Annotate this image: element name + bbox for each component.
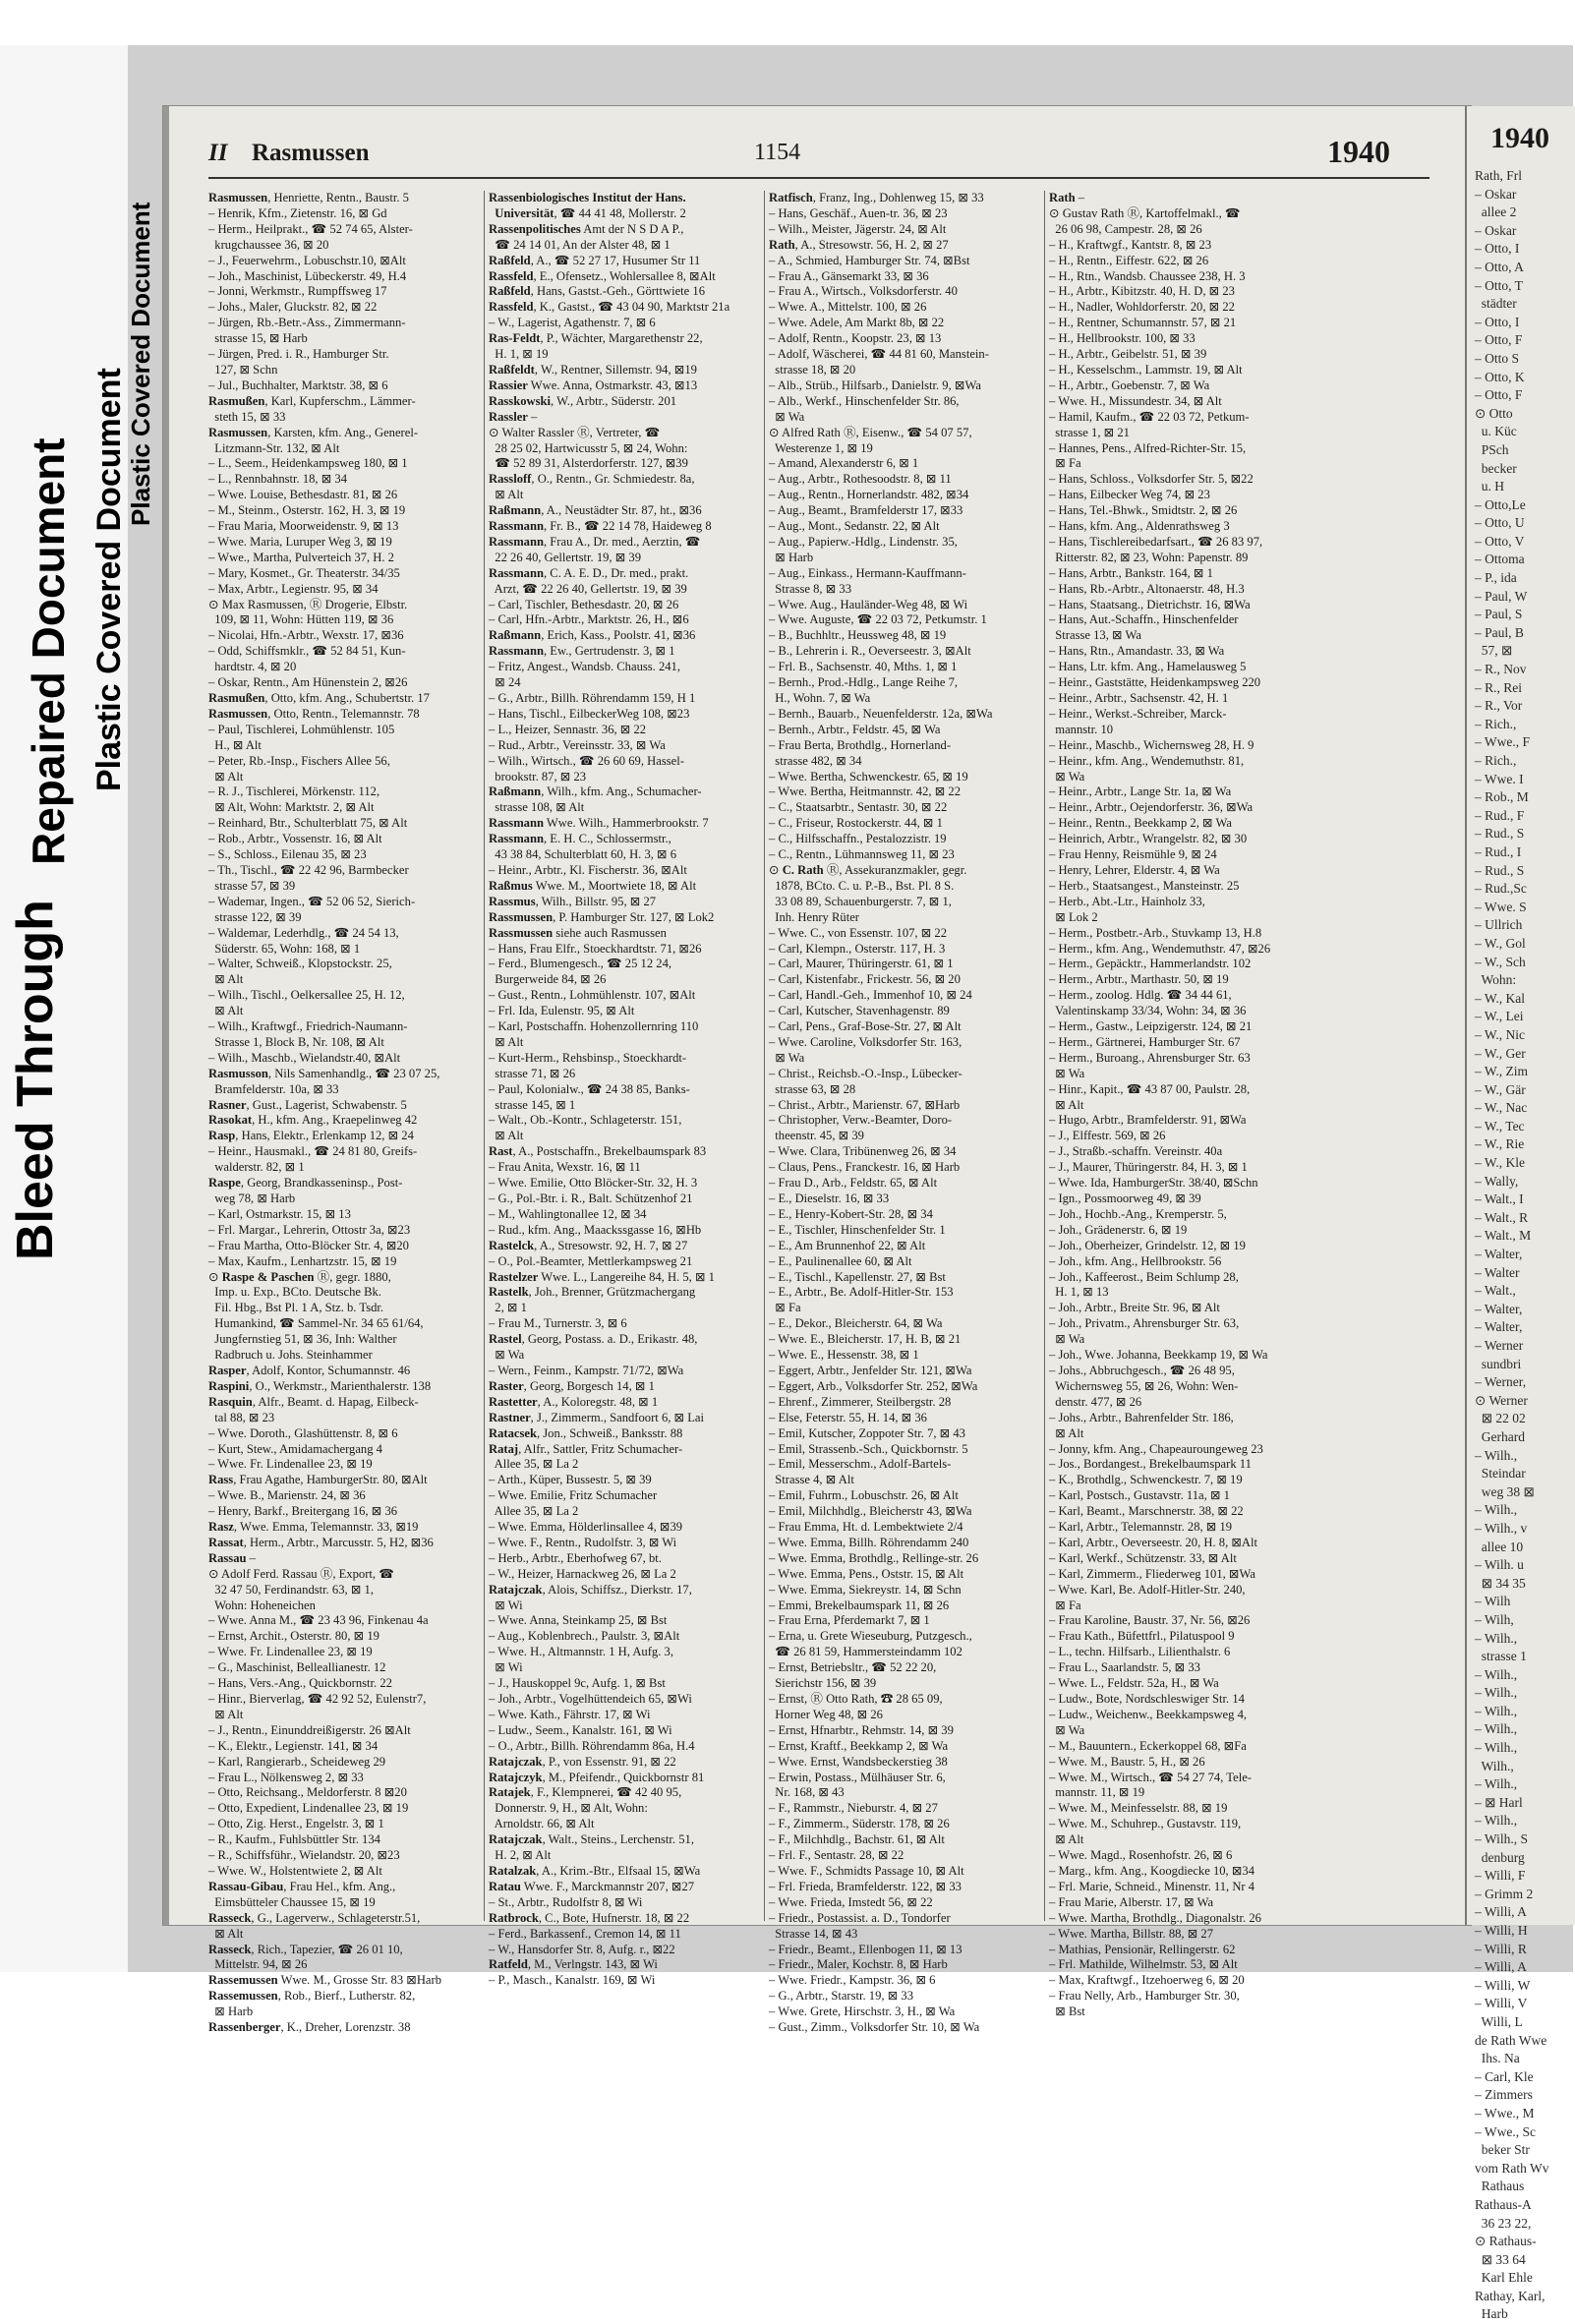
running-head: Rasmussen — [252, 140, 370, 166]
directory-page — [163, 106, 1471, 2035]
entry-column-1: Rasmussen, Henriette, Rentn., Baustr. 5 – Henrik, Kfm., Zietenstr. 16, ⊠ Gd – Herm., Heilprakt., ☎ 52 74 65, Alster- krugchaussee 36, ⊠ 20 – J., Feuerwehrm., Lobuschstr.10, ⊠Alt – Joh., Maschinist, Lübeckerstr. 49, H.4 – Jonni, Werkmstr., Rumpffsweg 17 – Johs., Maler, Gluckstr. 82, ⊠ 22 – Jürgen, Rb.-Betr.-Ass., Zimmermann- strasse 15, ⊠ Harb – Jürgen, Pred. i. R., Hamburger Str. 127, ⊠ Schn – Jul., Buchhalter, Marktstr. 38, ⊠ 6 Rasmußen, Karl, Kupferschm., Lämmer- steth 15, ⊠ 33 Rasmussen, Karsten, kfm. Ang., Generel- Litzmann-Str. 132, ⊠ Alt – L., Seem., Heidenkampsweg 180, ⊠ 1 – L., Rennbahnstr. 18, ⊠ 34 – Wwe. Louise, Bethesdastr. 81, ⊠ 26 – M., Steinm., Osterstr. 162, H. 3, ⊠ 19 – Frau Maria, Moorweidenstr. 9, ⊠ 13 – Wwe. Maria, Luruper Weg 3, ⊠ 19 – Wwe., Martha, Pulverteich 37, H. 2 – Mary, Kosmet., Gr. Theaterstr. 34/35 – Max, Arbtr., Legienstr. 95, ⊠ 34 ⊙ Max Rasmussen, Ⓡ Drogerie, Elbstr. 109, ⊠ 11, Wohn: Hütten 119, ⊠ 36 – Nicolai, Hfn.-Arbtr., Wexstr. 17, ⊠36 – Odd, Schiffsmklr., ☎ 52 84 51, Kun- hardtstr. 4, ⊠ 20 – Oskar, Rentn., Am Hünenstein 2, ⊠26 Rasmußen, Otto, kfm. Ang., Schubertstr. 17 Rasmussen, Otto, Rentn., Telemannstr. 78 – Paul, Tischlerei, Lohmühlenstr. 105 H., ⊠ Alt – Peter, Rb.-Insp., Fischers Allee 56, ⊠ Alt – R. J., Tischlerei, Mörkenstr. 112, ⊠ Alt, Wohn: Marktstr. 2, ⊠ Alt – Reinhard, Btr., Schulterblatt 75, ⊠ Alt – Rob., Arbtr., Vossenstr. 16, ⊠ Alt – S., Schloss., Eilenau 35, ⊠ 23 – Th., Tischl., ☎ 22 42 96, Barmbecker strasse 57, ⊠ 39 – Wademar, Ingen., ☎ 52 06 52, Sierich- strasse 122, ⊠ 39 – Waldemar, Lederhdlg., ☎ 24 54 13, Süderstr. 65, Wohn: 168, ⊠ 1 – Walter, Schweiß., Klopstockstr. 25, ⊠ Alt – Wilh., Tischl., Oelkersallee 25, H. 12, ⊠ Alt – Wilh., Kraftwgf., Friedrich-Naumann- Strasse 1, Block B, Nr. 108, ⊠ Alt – Wilh., Maschb., Wielandstr.40, ⊠Alt Rasmusson, Nils Samenhandlg., ☎ 23 07 25, Bramfelderstr. 10a, ⊠ 33 Rasner, Gust., Lagerist, Schwabenstr. 5 Rasokat, H., kfm. Ang., Kraepelinweg 42 Rasp, Hans, Elektr., Erlenkamp 12, ⊠ 24 – Heinr., Hausmakl., ☎ 24 81 80, Greifs- walderstr. 82, ⊠ 1 Raspe, Georg, Brandkasseninsp., Post- weg 78, ⊠ Harb – Karl, Ostmarkstr. 15, ⊠ 13 – Frl. Margar., Lehrerin, Ottostr 3a, ⊠23 – Frau Martha, Otto-Blöcker Str. 4, ⊠20 – Max, Kaufm., Lenhartzstr. 15, ⊠ 19 ⊙ Raspe & Paschen Ⓡ, gegr. 1880, Imp. u. Exp., BCto. Deutsche Bk. Fil. Hbg., Bst Pl. 1 A, Stz. b. Tsdr. Humankind, ☎ Sammel-Nr. 34 65 61/64, Jungfernstieg 51, ⊠ 36, Inh: Walther Radbruch u. Johs. Steinhammer Rasper, Adolf, Kontor, Schumannstr. 46 Raspini, O., Werkmstr., Marienthalerstr. 138 Rasquin, Alfr., Beamt. d. Hapag, Eilbeck- tal 88, ⊠ 23 – Wwe. Doroth., Glashüttenstr. 8, ⊠ 6 – Kurt, Stew., Amidamachergang 4 – Wwe. Fr. Lindenallee 23, ⊠ 19 Rass, Frau Agathe, HamburgerStr. 80, ⊠Alt – Wwe. B., Marienstr. 24, ⊠ 36 – Henry, Barkf., Breitergang 16, ⊠ 36 Rasz, Wwe. Emma, Telemannstr. 33, ⊠19 Rassat, Herm., Arbtr., Marcusstr. 5, H2, ⊠36 Rassau – ⊙ Adolf Ferd. Rassau Ⓡ, Export, ☎ 32 47 50, Ferdinandstr. 63, ⊠ 1, Wohn: Hoheneichen – Wwe. Anna M., ☎ 23 43 96, Finkenau 4a – Ernst, Archit., Osterstr. 80, ⊠ 19 – Wwe. Fr. Lindenallee 23, ⊠ 19 – G., Maschinist, Belleallianestr. 12 – Hans, Vers.-Ang., Quickbornstr. 22 – Hinr., Bierverlag, ☎ 42 92 52, Eulenstr7, ⊠ Alt – J., Rentn., Einunddreißigerstr. 26 ⊠Alt – K., Elektr., Legienstr. 141, ⊠ 34 – Karl, Rangierarb., Scheideweg 29 – Frau L., Nölkensweg 2, ⊠ 33 – Otto, Reichsang., Meldorferstr. 8 ⊠20 – Otto, Expedient, Lindenallee 23, ⊠ 19 – Otto, Zig. Herst., Engelstr. 3, ⊠ 1 – R., Kaufm., Fuhlsbüttler Str. 134 – R., Schiffsführ., Wielandstr. 20, ⊠23 – Wwe. W., Holstentwiete 2, ⊠ Alt Rassau-Gibau, Frau Hel., kfm. Ang., Eimsbütteler Chaussee 15, ⊠ 19 Rasseck, G., Lagerverw., Schlageterstr.51, ⊠ Alt Rasseck, Rich., Tapezier, ☎ 26 01 10, Mittelstr. 94, ⊠ 26 Rassemussen Wwe. M., Grosse Str. 83 ⊠Harb Rassemussen, Rob., Bierf., Lutherstr. 82, ⊠ Harb Rassenberger, K., Dreher, Lorenzstr. 38 — [208, 191, 442, 2035]
page-number: 1154 — [754, 140, 801, 165]
entry-column-2: Rassenbiologisches Institut der Hans. Universität, ☎ 44 41 48, Mollerstr. 2 Rassenpolitisches Amt der N S D A P., ☎ 24 14 01, An der Alster 48, ⊠ 1 Raßfeld, A., ☎ 52 27 17, Husumer Str 11 Rassfeld, E., Ofensetz., Wohlersallee 8, ⊠Alt Raßfeld, Hans, Gastst.-Geh., Görttwiete 16 Rassfeld, K., Gastst., ☎ 43 04 90, Marktstr 21a – W., Lagerist, Agathenstr. 7, ⊠ 6 Ras-Feldt, P., Wächter, Margarethenstr 22, H. 1, ⊠ 19 Raßfeldt, W., Rentner, Sillemstr. 94, ⊠19 Rassier Wwe. Anna, Ostmarkstr. 43, ⊠13 Rasskowski, W., Arbtr., Süderstr. 201 Rassler – ⊙ Walter Rassler Ⓡ, Vertreter, ☎ 28 25 02, Hartwicusstr 5, ⊠ 24, Wohn: ☎ 52 89 31, Alsterdorferstr. 127, ⊠39 Rassloff, O., Rentn., Gr. Schmiedestr. 8a, ⊠ Alt Raßmann, A., Neustädter Str. 87, ht., ⊠36 Rassmann, Fr. B., ☎ 22 14 78, Haideweg 8 Rassmann, Frau A., Dr. med., Aerztin, ☎ 22 26 40, Gellertstr. 19, ⊠ 39 Rassmann, C. A. E. D., Dr. med., prakt. Arzt, ☎ 22 26 40, Gellertstr. 19, ⊠ 39 – Carl, Tischler, Bethesdastr. 20, ⊠ 26 – Carl, Hfn.-Arbtr., Marktstr. 26, H., ⊠6 Raßmann, Erich, Kass., Poolstr. 41, ⊠36 Rassmann, Ew., Gertrudenstr. 3, ⊠ 1 – Fritz, Angest., Wandsb. Chauss. 241, ⊠ 24 – G., Arbtr., Billh. Röhrendamm 159, H 1 – Hans, Tischl., EilbeckerWeg 108, ⊠23 – L., Heizer, Sennastr. 36, ⊠ 22 – Rud., Arbtr., Vereinsstr. 33, ⊠ Wa – Wilh., Wirtsch., ☎ 26 60 69, Hassel- brookstr. 87, ⊠ 23 Raßmann, Wilh., kfm. Ang., Schumacher- strasse 108, ⊠ Alt Rassmann Wwe. Wilh., Hammerbrookstr. 7 Rassmann, E. H. C., Schlossermstr., 43 38 84, Schulterblatt 60, H. 3, ⊠ 6 – Heinr., Arbtr., Kl. Fischerstr. 36, ⊠Alt Raßmus Wwe. M., Moortwiete 18, ⊠ Alt Rassmus, Wilh., Billstr. 95, ⊠ 27 Rassmussen, P. Hamburger Str. 127, ⊠ Lok2 Rassmussen siehe auch Rasmussen – Hans, Frau Elfr., Stoeckhardtstr. 71, ⊠26 – Ferd., Blumengesch., ☎ 25 12 24, Burgerweide 84, ⊠ 26 – Gust., Rentn., Lohmühlenstr. 107, ⊠Alt – Frl. Ida, Eulenstr. 95, ⊠ Alt – Karl, Postschaffn. Hohenzollernring 110 ⊠ Alt – Kurt-Herm., Rehsbinsp., Stoeckhardt- strasse 71, ⊠ 26 – Paul, Kolonialw., ☎ 24 38 85, Banks- strasse 145, ⊠ 1 – Walt., Ob.-Kontr., Schlageterstr. 151, ⊠ Alt Rast, A., Postschaffn., Brekelbaumspark 83 – Frau Anita, Wexstr. 16, ⊠ 11 – Wwe. Emilie, Otto Blöcker-Str. 32, H. 3 – G., Pol.-Btr. i. R., Balt. Schützenhof 21 – M., Wahlingtonallee 12, ⊠ 34 – Rud., kfm. Ang., Maackssgasse 16, ⊠Hb Rastelck, A., Stresowstr. 92, H. 7, ⊠ 27 – O., Pol.-Beamter, Mettlerkampsweg 21 Rastelzer Wwe. L., Langereihe 84, H. 5, ⊠ 1 Rastelk, Joh., Brenner, Grützmachergang 2, ⊠ 1 – Frau M., Turnerstr. 3, ⊠ 6 Rastel, Georg, Postass. a. D., Erikastr. 48, ⊠ Wa – Wern., Feinm., Kampstr. 71/72, ⊠Wa Raster, Georg, Borgesch 14, ⊠ 1 Rastetter, A., Koloregstr. 48, ⊠ 1 Rastner, J., Zimmerm., Sandfoort 6, ⊠ Lai Ratacsek, Jon., Schweiß., Banksstr. 88 Rataj, Alfr., Sattler, Fritz Schumacher- Allee 35, ⊠ La 2 – Arth., Küper, Bussestr. 5, ⊠ 39 – Wwe. Emilie, Fritz Schumacher Allee 35, ⊠ La 2 – Wwe. Emma, Hölderlinsallee 4, ⊠39 – Wwe. F., Rentn., Rudolfstr. 3, ⊠ Wi – Herb., Arbtr., Eberhofweg 67, bt. – W., Heizer, Harnackweg 26, ⊠ La 2 Ratajczak, Alois, Schiffsz., Dierkstr. 17, ⊠ Wi – Wwe. Anna, Steinkamp 25, ⊠ Bst – Aug., Koblenbrech., Paulstr. 3, ⊠Alt – Wwe. H., Altmannstr. 1 H, Aufg. 3, ⊠ Wi – J., Hauskoppel 9c, Aufg. 1, ⊠ Bst – Joh., Arbtr., Vogelhüttendeich 65, ⊠Wi – Wwe. Kath., Fährstr. 17, ⊠ Wi – Ludw., Seem., Kanalstr. 161, ⊠ Wi – O., Arbtr., Billh. Röhrendamm 86a, H.4 Ratajczak, P., von Essenstr. 91, ⊠ 22 Ratajczyk, M., Pfeifendr., Quickbornstr 81 Ratajek, F., Klempnerei, ☎ 42 40 95, Donnerstr. 9, H., ⊠ Alt, Wohn: Arnoldstr. 66, ⊠ Alt Ratajczak, Walt., Steins., Lerchenstr. 51, H. 2, ⊠ Alt Ratalzak, A., Krim.-Btr., Elfsaal 15, ⊠Wa Ratau Wwe. F., Marckmannstr 207, ⊠27 – St., Arbtr., Rudolfstr 8, ⊠ Wi Ratbrock, C., Bote, Hufnerstr. 18, ⊠ 22 – Ferd., Barkassenf., Cremon 14, ⊠ 11 – W., Hansdorfer Str. 8, Aufg. r., ⊠22 Ratfeld, M., Verlngstr. 143, ⊠ Wi – P., Masch., Kanalstr. 169, ⊠ Wi — [489, 191, 730, 1988]
next-page-year: 1940 — [1490, 122, 1549, 154]
next-page-edge — [1465, 106, 1575, 2322]
repaired-document-label: Repaired Document — [23, 437, 74, 865]
page-year: 1940 — [1327, 134, 1390, 169]
bleed-through-label: Bleed Through — [7, 900, 64, 1260]
entry-column-3: Ratfisch, Franz, Ing., Dohlenweg 15, ⊠ 33 – Hans, Geschäf., Auen-tr. 36, ⊠ 23 – Wilh., Meister, Jägerstr. 24, ⊠ Alt Rath, A., Stresowstr. 56, H. 2, ⊠ 27 – A., Schmied, Hamburger Str. 74, ⊠Bst – Frau A., Gänsemarkt 33, ⊠ 36 – Frau A., Wirtsch., Volksdorferstr. 40 – Wwe. A., Mittelstr. 100, ⊠ 26 – Wwe. Adele, Am Markt 8b, ⊠ 22 – Adolf, Rentn., Koopstr. 23, ⊠ 13 – Adolf, Wäscherei, ☎ 44 81 60, Manstein- strasse 18, ⊠ 20 – Alb., Strüb., Hilfsarb., Danielstr. 9, ⊠Wa – Alb., Werkf., Hinschenfelder Str. 86, ⊠ Wa ⊙ Alfred Rath Ⓡ, Eisenw., ☎ 54 07 57, Westerenze 1, ⊠ 19 – Amand, Alexanderstr 6, ⊠ 1 – Aug., Arbtr., Rothesoodstr. 8, ⊠ 11 – Aug., Rentn., Hornerlandstr. 482, ⊠34 – Aug., Beamt., Bramfelderstr 17, ⊠33 – Aug., Mont., Sedanstr. 22, ⊠ Alt – Aug., Papierw.-Hdlg., Lindenstr. 35, ⊠ Harb – Aug., Einkass., Hermann-Kauffmann- Strasse 8, ⊠ 33 – Wwe. Aug., Hauländer-Weg 48, ⊠ Wi – Wwe. Auguste, ☎ 22 03 72, Petkumstr. 1 – B., Buchhltr., Heussweg 48, ⊠ 19 – B., Lehrerin i. R., Oeverseestr. 3, ⊠Alt – Frl. B., Sachsenstr. 40, Mths. 1, ⊠ 1 – Bernh., Prod.-Hdlg., Lange Reihe 7, H., Wohn. 7, ⊠ Wa – Bernh., Bauarb., Neuenfelderstr. 12a, ⊠Wa – Bernh., Arbtr., Feldstr. 45, ⊠ Wa – Frau Berta, Brothdlg., Hornerland- strasse 482, ⊠ 34 – Wwe. Bertha, Schwenckestr. 65, ⊠ 19 – Wwe. Bertha, Heitmannstr. 42, ⊠ 22 – C., Staatsarbtr., Sentastr. 30, ⊠ 22 – C., Friseur, Rostockerstr. 44, ⊠ 1 – C., Hilfsschaffn., Pestalozzistr. 19 – C., Rentn., Lühmannsweg 11, ⊠ 23 ⊙ C. Rath Ⓡ, Assekuranzmakler, gegr. 1878, BCto. C. u. P.-B., Bst. Pl. 8 S. 33 08 89, Schauenburgerstr. 7, ⊠ 1, Inh. Henry Rüter – Wwe. C., von Essenstr. 107, ⊠ 22 – Carl, Klempn., Osterstr. 117, H. 3 – Carl, Maurer, Thüringerstr. 61, ⊠ 1 – Carl, Kistenfabr., Frickestr. 56, ⊠ 20 – Carl, Handl.-Geh., Immenhof 10, ⊠ 24 – Carl, Kutscher, Stavenhagenstr. 89 – Carl, Pens., Graf-Bose-Str. 27, ⊠ Alt – Wwe. Caroline, Volksdorfer Str. 163, ⊠ Wa – Christ., Reichsb.-O.-Insp., Lübecker- strasse 63, ⊠ 28 – Christ., Arbtr., Marienstr. 67, ⊠Harb – Christopher, Verw.-Beamter, Doro- theenstr. 45, ⊠ 39 – Wwe. Clara, Tribünenweg 26, ⊠ 34 – Claus, Pens., Franckestr. 16, ⊠ Harb – Frau D., Arb., Feldstr. 65, ⊠ Alt – E., Dieselstr. 16, ⊠ 33 – E., Henry-Kobert-Str. 28, ⊠ 34 – E., Tischler, Hinschenfelder Str. 1 – E., Am Brunnenhof 22, ⊠ Alt – E., Paulinenallee 60, ⊠ Alt – E., Tischl., Kapellenstr. 27, ⊠ Bst – E., Arbtr., Be. Adolf-Hitler-Str. 153 ⊠ Fa – E., Dekor., Bleicherstr. 64, ⊠ Wa – Wwe. E., Bleicherstr. 17, H. B, ⊠ 21 – Wwe. E., Hessenstr. 38, ⊠ 1 – Eggert, Arbtr., Jenfelder Str. 121, ⊠Wa – Eggert, Arb., Volksdorfer Str. 252, ⊠Wa – Ehrenf., Zimmerer, Steilbergstr. 28 – Else, Feterstr. 55, H. 14, ⊠ 36 – Emil, Kutscher, Zoppoter Str. 7, ⊠ 43 – Emil, Strassenb.-Sch., Quickbornstr. 5 – Emil, Messerschm., Adolf-Bartels- Strasse 4, ⊠ Alt – Emil, Fuhrm., Lobuschstr. 26, ⊠ Alt – Emil, Milchhdlg., Bleicherstr 43, ⊠Wa – Frau Emma, Ht. d. Lembektwiete 2/4 – Wwe. Emma, Billh. Röhrendamm 240 – Wwe. Emma, Brothdlg., Rellinge-str. 26 – Wwe. Emma, Pens., Oststr. 15, ⊠ Alt – Wwe. Emma, Siekreystr. 14, ⊠ Schn – Emmi, Brekelbaumspark 11, ⊠ 26 – Frau Erna, Pferdemarkt 7, ⊠ 1 – Erna, u. Grete Wieseuburg, Putzgesch., ☎ 26 81 59, Hammersteindamm 102 – Ernst, Betriebsltr., ☎ 52 22 20, Sierichstr 156, ⊠ 39 – Ernst, Ⓡ Otto Rath, ☎ 28 65 09, Horner Weg 48, ⊠ 26 – Ernst, Hfnarbtr., Rehmstr. 14, ⊠ 39 – Ernst, Kraftf., Beekkamp 2, ⊠ Wa – Wwe. Ernst, Wandsbeckerstieg 38 – Erwin, Postass., Mülhäuser Str. 6, Nr. 168, ⊠ 43 – F., Rammstr., Nieburstr. 4, ⊠ 27 – F., Zimmerm., Süderstr. 178, ⊠ 26 – F., Milchhdlg., Bachstr. 61, ⊠ Alt – Frl. F., Sentastr. 28, ⊠ 22 – Wwe. F., Schmidts Passage 10, ⊠ Alt – Frl. Frieda, Bramfelderstr. 122, ⊠ 33 – Wwe. Frieda, Imstedt 56, ⊠ 22 – Friedr., Postassist. a. D., Tondorfer Strasse 14, ⊠ 43 – Friedr., Beamt., Ellenbogen 11, ⊠ 13 – Friedr., Maler, Kochstr. 8, ⊠ Harb – Wwe. Friedr., Kampstr. 36, ⊠ 6 – G., Arbtr., Starstr. 19, ⊠ 33 – Wwe. Grete, Hirschstr. 3, H., ⊠ Wa – Gust., Zimm., Volksdorfer Str. 10, ⊠ Wa — [769, 191, 993, 2035]
page-header — [208, 134, 1451, 179]
plastic-covered-label: Plastic Covered Document — [90, 368, 128, 791]
entry-column-4: Rath – ⊙ Gustav Rath Ⓡ, Kartoffelmakl., ☎ 26 06 98, Campestr. 28, ⊠ 26 – H., Kraftwgf., Kantstr. 8, ⊠ 23 – H., Rentn., Eiffestr. 622, ⊠ 26 – H., Rtn., Wandsb. Chaussee 238, H. 3 – H., Arbtr., Kibitzstr. 40, H. D, ⊠ 23 – H., Nadler, Wohldorferstr. 20, ⊠ 22 – H., Rentner, Schumannstr. 57, ⊠ 21 – H., Hellbrookstr. 100, ⊠ 33 – H., Arbtr., Geibelstr. 51, ⊠ 39 – H., Kesselschm., Lammstr. 19, ⊠ Alt – H., Arbtr., Goebenstr. 7, ⊠ Wa – Wwe. H., Missundestr. 34, ⊠ Alt – Hamil, Kaufm., ☎ 22 03 72, Petkum- strasse 1, ⊠ 21 – Hannes, Pens., Alfred-Richter-Str. 15, ⊠ Fa – Hans, Schloss., Volksdorfer Str. 5, ⊠22 – Hans, Eilbecker Weg 74, ⊠ 23 – Hans, Tel.-Bhwk., Smidtstr. 2, ⊠ 26 – Hans, kfm. Ang., Aldenrathsweg 3 – Hans, Tischlereibedarfsart., ☎ 26 83 97, Ritterstr. 82, ⊠ 23, Wohn: Papenstr. 89 – Hans, Arbtr., Bankstr. 164, ⊠ 1 – Hans, Rb.-Arbtr., Altonaerstr. 48, H.3 – Hans, Staatsang., Dietrichstr. 16, ⊠Wa – Hans, Aut.-Schaffn., Hinschenfelder Strasse 13, ⊠ Wa – Hans, Rtn., Amandastr. 33, ⊠ Wa – Hans, Ltr. kfm. Ang., Hamelausweg 5 – Heinr., Gaststätte, Heidenkampsweg 220 – Heinr., Arbtr., Sachsenstr. 42, H. 1 – Heinr., Werkst.-Schreiber, Marck- mannstr. 10 – Heinr., Maschb., Wichernsweg 28, H. 9 – Heinr., kfm. Ang., Wendemuthstr. 81, ⊠ Wa – Heinr., Arbtr., Lange Str. 1a, ⊠ Wa – Heinr., Arbtr., Oejendorferstr. 36, ⊠Wa – Heinr., Rentn., Beekkamp 2, ⊠ Wa – Heinrich, Arbtr., Wrangelstr. 82, ⊠ 30 – Frau Henny, Reismühle 9, ⊠ 24 – Henry, Lehrer, Elderstr. 4, ⊠ Wa – Herb., Staatsangest., Mansteinstr. 25 – Herb., Abt.-Ltr., Hainholz 33, ⊠ Lok 2 – Herm., Postbetr.-Arb., Stuvkamp 13, H.8 – Herm., kfm. Ang., Wendemuthstr. 47, ⊠26 – Herm., Gepäcktr., Hammerlandstr. 102 – Herm., Arbtr., Marthastr. 50, ⊠ 19 – Herm., zoolog. Hdlg. ☎ 34 44 61, Valentinskamp 33/34, Wohn: 34, ⊠ 36 – Herm., Gastw., Leipzigerstr. 124, ⊠ 21 – Herm., Gärtnerei, Hamburger Str. 67 – Herm., Buroang., Ahrensburger Str. 63 ⊠ Wa – Hinr., Kapit., ☎ 43 87 00, Paulstr. 28, ⊠ Alt – Hugo, Arbtr., Bramfelderstr. 91, ⊠Wa – J., Elffestr. 569, ⊠ 26 – J., Straßb.-schaffn. Vereinstr. 40a – J., Maurer, Thüringerstr. 84, H. 3, ⊠ 1 – Wwe. Ida, HamburgerStr. 38/40, ⊠Schn – Ign., Possmoorweg 49, ⊠ 39 – Joh., Hochb.-Ang., Kremperstr. 5, – Joh., Grädenerstr. 6, ⊠ 19 – Joh., Oberheizer, Grindelstr. 12, ⊠ 19 – Joh., kfm. Ang., Hellbrookstr. 56 – Joh., Kaffeerost., Beim Schlump 28, H. 1, ⊠ 13 – Joh., Arbtr., Breite Str. 96, ⊠ Alt – Joh., Privatm., Ahrensburger Str. 63, ⊠ Wa – Joh., Wwe. Johanna, Beekkamp 19, ⊠ Wa – Johs., Abbruchgesch., ☎ 26 48 95, Wichernsweg 55, ⊠ 26, Wohn: Wen- denstr. 477, ⊠ 26 – Johs., Arbtr., Bahrenfelder Str. 186, ⊠ Alt – Jonny, kfm. Ang., Chapeauroungeweg 23 – Jos., Bordangest., Brekelbaumspark 11 – K., Brothdlg., Schwenckestr. 7, ⊠ 19 – Karl, Postsch., Gustavstr. 11a, ⊠ 1 – Karl, Beamt., Marschnerstr. 38, ⊠ 22 – Karl, Arbtr., Telemannstr. 28, ⊠ 19 – Karl, Arbtr., Oeverseestr. 20, H. 8, ⊠Alt – Karl, Werkf., Schützenstr. 33, ⊠ Alt – Karl, Zimmerm., Fliederweg 101, ⊠Wa – Wwe. Karl, Be. Adolf-Hitler-Str. 240, ⊠ Fa – Frau Karoline, Baustr. 37, Nr. 56, ⊠26 – Frau Kath., Büfettfrl., Pilatuspool 9 – L., techn. Hilfsarb., Lilienthalstr. 6 – Frau L., Saarlandstr. 5, ⊠ 33 – Wwe. L., Feldstr. 52a, H., ⊠ Wa – Ludw., Bote, Nordschleswiger Str. 14 – Ludw., Weichenw., Beekkampsweg 4, ⊠ Wa – M., Bauuntern., Eckerkoppel 68, ⊠Fa – Wwe. M., Baustr. 5, H., ⊠ 26 – Wwe. M., Wirtsch., ☎ 54 27 74, Tele- mannstr. 11, ⊠ 19 – Wwe. M., Meinfesselstr. 88, ⊠ 19 – Wwe. M., Schuhrep., Gustavstr. 119, ⊠ Alt – Wwe. Magd., Rosenhofstr. 26, ⊠ 6 – Marg., kfm. Ang., Koogdiecke 10, ⊠34 – Frl. Marie, Schneid., Minenstr. 11, Nr 4 – Frau Marie, Alberstr. 17, ⊠ Wa – Wwe. Martha, Brothdlg., Diagonalstr. 26 – Wwe. Martha, Billstr. 88, ⊠ 27 – Mathias, Pensionär, Rellingerstr. 62 – Frl. Mathilde, Wilhelmstr. 53, ⊠ Alt – Max, Kraftwgf., Itzehoerweg 6, ⊠ 20 – Frau Nelly, Arb., Hamburger Str. 30, ⊠ Bst — [1049, 191, 1271, 2019]
plastic-covered-label-small: Plastic Covered Document — [126, 202, 155, 526]
next-page-fragments: Rath, Frl – Oskar allee 2 – Oskar – Otto, I – Otto, A – Otto, T städter – Otto, I – Otto, F – Otto S – Otto, K – Otto, F ⊙ Otto u. Küc PSch becker u. H – Otto,Le – Otto, U – Otto, V – Ottoma – P., ida – Paul, W – Paul, S – Paul, B 57, ⊠ – R., Nov – R., Rei – R., Vor – Rich., – Wwe., F – Rich., – Wwe. I – Rob., M – Rud., F – Rud., S – Rud., I – Rud., S – Rud.,Sc – Wwe. S – Ullrich – W., Gol – W., Sch Wohn: – W., Kal – W., Lei – W., Nic – W., Ger – W., Zim – W., Gär – W., Nac – W., Tec – W., Rie – W., Kle – Wally, – Walt., I – Walt., R – Walt., M – Walter, – Walter – Walt., – Walter, – Walter, – Werner sundbri – Werner, ⊙ Werner ⊠ 22 02 Gerhard – Wilh., Steindar weg 38 ⊠ – Wilh., – Wilh., v allee 10 – Wilh. u ⊠ 34 35 – Wilh – Wilh, – Wilh., strasse 1 – Wilh., – Wilh., – Wilh., – Wilh., – Wilh., Wilh., – Wilh., – ⊠ Harl – Wilh., – Wilh., S denburg – Willi, F – Grimm 2 – Willi, A – Willi, H – Willi, R – Willi, A – Willi, W – Willi, V Willi, L de Rath Wwe Ihs. Na – Carl, Kle – Zimmers – Wwe., M – Wwe., Sc beker Str vom Rath Wv Rathaus Rathaus-A 36 23 22, ⊙ Rathaus- ⊠ 33 64 Karl Ehle Rathay, Karl, Harb — [1475, 168, 1549, 2322]
header-rule — [208, 177, 1429, 179]
part-number: II — [208, 140, 228, 166]
